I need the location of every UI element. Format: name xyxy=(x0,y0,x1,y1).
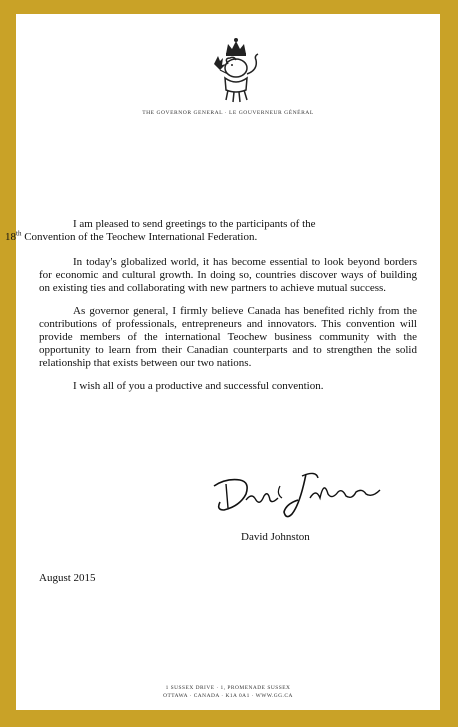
address-line-2: OTTAWA · CANADA · K1A 0A1 · WWW.GG.CA xyxy=(163,693,293,699)
governor-general-crest-icon xyxy=(206,34,266,104)
letter-body xyxy=(5,218,417,403)
address-footer xyxy=(16,684,440,700)
p1-ordinal-suffix: th xyxy=(16,229,22,238)
paragraph-1 xyxy=(5,218,417,244)
paragraph-2: In today's globalized world, it has become essential to look beyond borders for economic and cultural growth. In doing so, countries discover ways of building on existing ties and collaborating with new partners to achieve mutual success. xyxy=(39,256,417,294)
p1-line-b: Convention of the Teochew International Federation. xyxy=(21,231,258,243)
office-title: THE GOVERNOR GENERAL · LE GOUVERNEUR GÉNÉRAL xyxy=(142,110,314,116)
letter-page xyxy=(5,14,440,710)
p1-ordinal: 18 xyxy=(5,231,16,243)
paragraph-4: I wish all of you a productive and successful convention. xyxy=(73,380,324,392)
paragraph-3: As governor general, I firmly believe Canada has benefited richly from the contributions of professionals, entrepreneurs and innovators. This convention will provide members of the international Teochew business community with the opportunity to learn from their Canadian counterparts and to strengthen the solid relationship that exists between our two nations. xyxy=(39,305,417,369)
letter-date: August 2015 xyxy=(39,572,96,584)
p1-line-a: I am pleased to send greetings to the participants of the xyxy=(73,218,316,230)
address-line-1: 1 SUSSEX DRIVE · 1, PROMENADE SUSSEX xyxy=(165,685,291,691)
signer-name: David Johnston xyxy=(241,531,310,543)
handwritten-signature xyxy=(206,464,386,524)
